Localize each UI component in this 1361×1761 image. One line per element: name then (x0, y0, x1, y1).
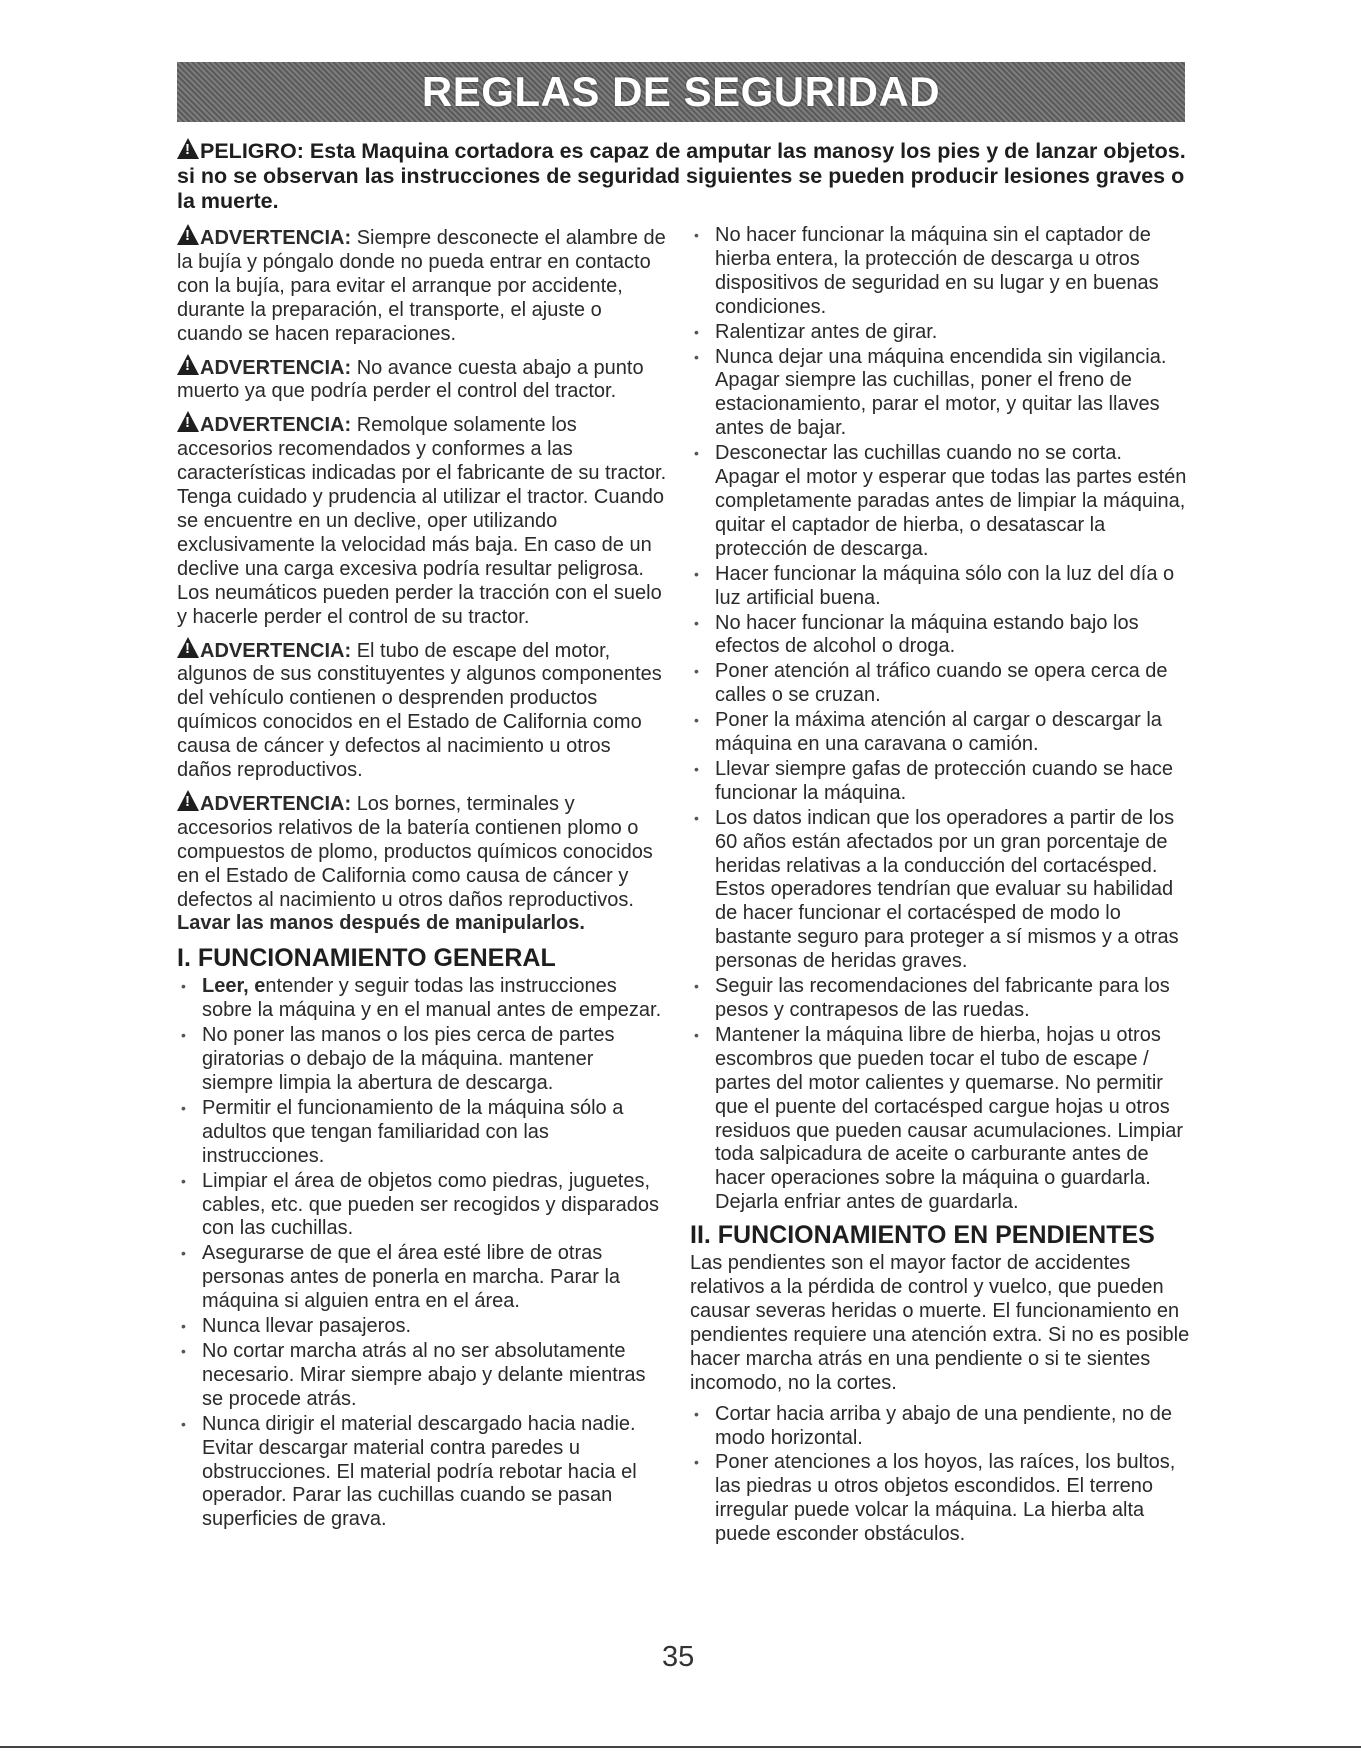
warning-text: Remolque solamente los accesorios recomendados y conformes a las características indicadas por el fabricante de su tractor. Tenga cuidado y prudencia al utilizar el tractor. Cuando se encuentre en un declive, oper utilizando exclusivamente la velocidad más baja. En caso de un declive una carga excesiva podría resultar peligrosa. Los neumáticos pueden perder la tracción con el suelo y hacerle perder el control de su tractor. (177, 414, 667, 628)
list-item: • Hacer funcionar la máquina sólo con la luz del día o luz artificial buena. (690, 563, 1190, 611)
page-number: 35 (662, 1641, 695, 1673)
list-item: • No hacer funcionar la máquina sin el captador de hierba entera, la protección de descarga u otros dispositivos de seguridad en su lugar y en buenas condiciones. (690, 224, 1190, 320)
general-rules-list (177, 975, 667, 1532)
warning-label: ADVERTENCIA: (200, 792, 352, 815)
warning-bold-instruction: Lavar las manos después de manipularlos. (177, 912, 585, 935)
page-title: REGLAS DE SEGURIDAD (421, 68, 941, 115)
list-item-bold: Leer, e (202, 975, 266, 998)
list-item: • Permitir el funcionamiento de la máquina sólo a adultos que tengan familiaridad con las instrucciones. (177, 1097, 667, 1169)
list-item: • Los datos indican que los operadores a partir de los 60 años están afectados por un gran porcentaje de heridas relativas a la conducción del cortacésped. Estos operadores tendrían que evaluar su habilidad de hacer funcionar el cortacésped de modo lo bastante seguro para proteger a sí mismos y a otras personas de heridas graves. (690, 807, 1190, 974)
danger-text: Esta Maquina cortadora es capaz de amputar las manosy los pies y de lanzar objetos. si no se observan las instrucciones de seguridad siguientes se pueden producir lesiones graves o la muerte. (177, 139, 1186, 213)
list-item: • Poner la máxima atención al cargar o descargar la máquina en una caravana o camión. (690, 709, 1190, 757)
bottom-divider (0, 1746, 1361, 1748)
warning-triangle-icon (177, 224, 199, 245)
warning-text: No avance cuesta abajo a punto muerto ya que podría perder el control del tractor. (177, 356, 644, 403)
danger-notice (177, 138, 1192, 214)
list-item: • No hacer funcionar la máquina estando bajo los efectos de alcohol o droga. (690, 612, 1190, 660)
warning-text: Siempre desconecte el alambre de la bujía y póngalo donde no pueda entrar en contacto con la bujía, para evitar el arranque por accidente, durante la preparación, el transporte, el ajuste o cuando se hacen reparaciones. (177, 227, 666, 345)
list-item: • Mantener la máquina libre de hierba, hojas u otros escombros que pueden tocar el tubo de escape / partes del motor calientes y quemarse. No permitir que el puente del cortacésped cargue hojas u otros residuos que pueden causar acumulaciones. Limpiar toda salpicadura de aceite o carburante antes de hacer operaciones sobre la máquina o guardarla. Dejarla enfriar antes de guardarla. (690, 1024, 1190, 1215)
list-item: • Seguir las recomendaciones del fabricante para los pesos y contrapesos de las ruedas. (690, 975, 1190, 1023)
list-item: • Poner atención al tráfico cuando se opera cerca de calles o se cruzan. (690, 660, 1190, 708)
list-item: • Nunca llevar pasajeros. (177, 1315, 667, 1339)
section-heading-general: I. FUNCIONAMIENTO GENERAL (177, 944, 556, 973)
list-item: • Ralentizar antes de girar. (690, 321, 1190, 345)
warning-paragraph (177, 354, 667, 405)
list-item: • Asegurarse de que el área esté libre de otras personas antes de ponerla en marcha. Parar la máquina si alguien entra en el área. (177, 1242, 667, 1314)
list-item: • Cortar hacia arriba y abajo de una pendiente, no de modo horizontal. (690, 1403, 1190, 1451)
list-item: • Poner atenciones a los hoyos, las raíces, los bultos, las piedras u otros objetos escondidos. El terreno irregular puede volcar la máquina. La hierba alta puede esconder obstáculos. (690, 1451, 1190, 1547)
warning-text: Los bornes, terminales y accesorios relativos de la batería contienen plomo o compuestos de plomo, productos químicos conocidos en el Estado de California como causa de cáncer y defectos al nacimiento u otros daños reproductivos. (177, 792, 653, 911)
slopes-rules-list (690, 1403, 1190, 1547)
list-item: • Nunca dejar una máquina encendida sin vigilancia. Apagar siempre las cuchillas, poner el freno de estacionamiento, parar el motor, y quitar las llaves antes de bajar. (690, 346, 1190, 442)
left-column (177, 224, 667, 1533)
warning-label: ADVERTENCIA: (200, 414, 352, 437)
warning-triangle-icon (177, 354, 199, 375)
list-item: • No cortar marcha atrás al no ser absolutamente necesario. Mirar siempre abajo y delante mientras se procede atrás. (177, 1340, 667, 1412)
warning-triangle-icon (177, 138, 199, 159)
list-item: • Desconectar las cuchillas cuando no se corta. Apagar el motor y esperar que todas las partes estén completamente paradas antes de limpiar la máquina, quitar el captador de hierba, o desatascar la protección de descarga. (690, 442, 1190, 562)
warning-paragraph (177, 790, 667, 936)
list-item: • Limpiar el área de objetos como piedras, juguetes, cables, etc. que pueden ser recogidos y disparados con las cuchillas. (177, 1170, 667, 1242)
danger-label: PELIGRO: (200, 139, 304, 163)
list-item (177, 975, 667, 1023)
general-rules-list-continued (690, 224, 1190, 1215)
warning-paragraph (177, 411, 667, 629)
warning-paragraph (177, 224, 667, 347)
section-heading-slopes: II. FUNCIONAMIENTO EN PENDIENTES (690, 1221, 1155, 1250)
list-item: • No poner las manos o los pies cerca de partes giratorias o debajo de la máquina. mantener siempre limpia la abertura de descarga. (177, 1024, 667, 1096)
warning-label: ADVERTENCIA: (200, 227, 352, 249)
right-column (690, 224, 1190, 1548)
warning-triangle-icon (177, 790, 199, 811)
warning-paragraph (177, 637, 667, 783)
section-banner (177, 62, 1185, 122)
list-item-text: ntender y seguir todas las instrucciones sobre la máquina y en el manual antes de empezar. (202, 975, 662, 1022)
list-item: • Nunca dirigir el material descargado hacia nadie. Evitar descargar material contra paredes u obstrucciones. El material podría rebotar hacia el operador. Parar las cuchillas cuando se pasan superficies de grava. (177, 1413, 667, 1533)
list-item: • Llevar siempre gafas de protección cuando se hace funcionar la máquina. (690, 758, 1190, 806)
warning-label: ADVERTENCIA: (200, 639, 352, 662)
warning-triangle-icon (177, 411, 199, 432)
warning-triangle-icon (177, 637, 199, 658)
slopes-intro: Las pendientes son el mayor factor de accidentes relativos a la pérdida de control y vuelco, que pueden causar severas heridas o muerte. El funcionamiento en pendientes requiere una atención extra. Si no es posible hacer marcha atrás en una pendiente o si te sientes incomodo, no la cortes. (690, 1252, 1190, 1394)
warning-label: ADVERTENCIA: (200, 356, 352, 379)
warning-text: El tubo de escape del motor, algunos de sus constituyentes y algunos componentes del vehículo contienen o desprenden productos químicos conocidos en el Estado de California como causa de cáncer y defectos al nacimiento u otros daños reproductivos. (177, 639, 662, 782)
